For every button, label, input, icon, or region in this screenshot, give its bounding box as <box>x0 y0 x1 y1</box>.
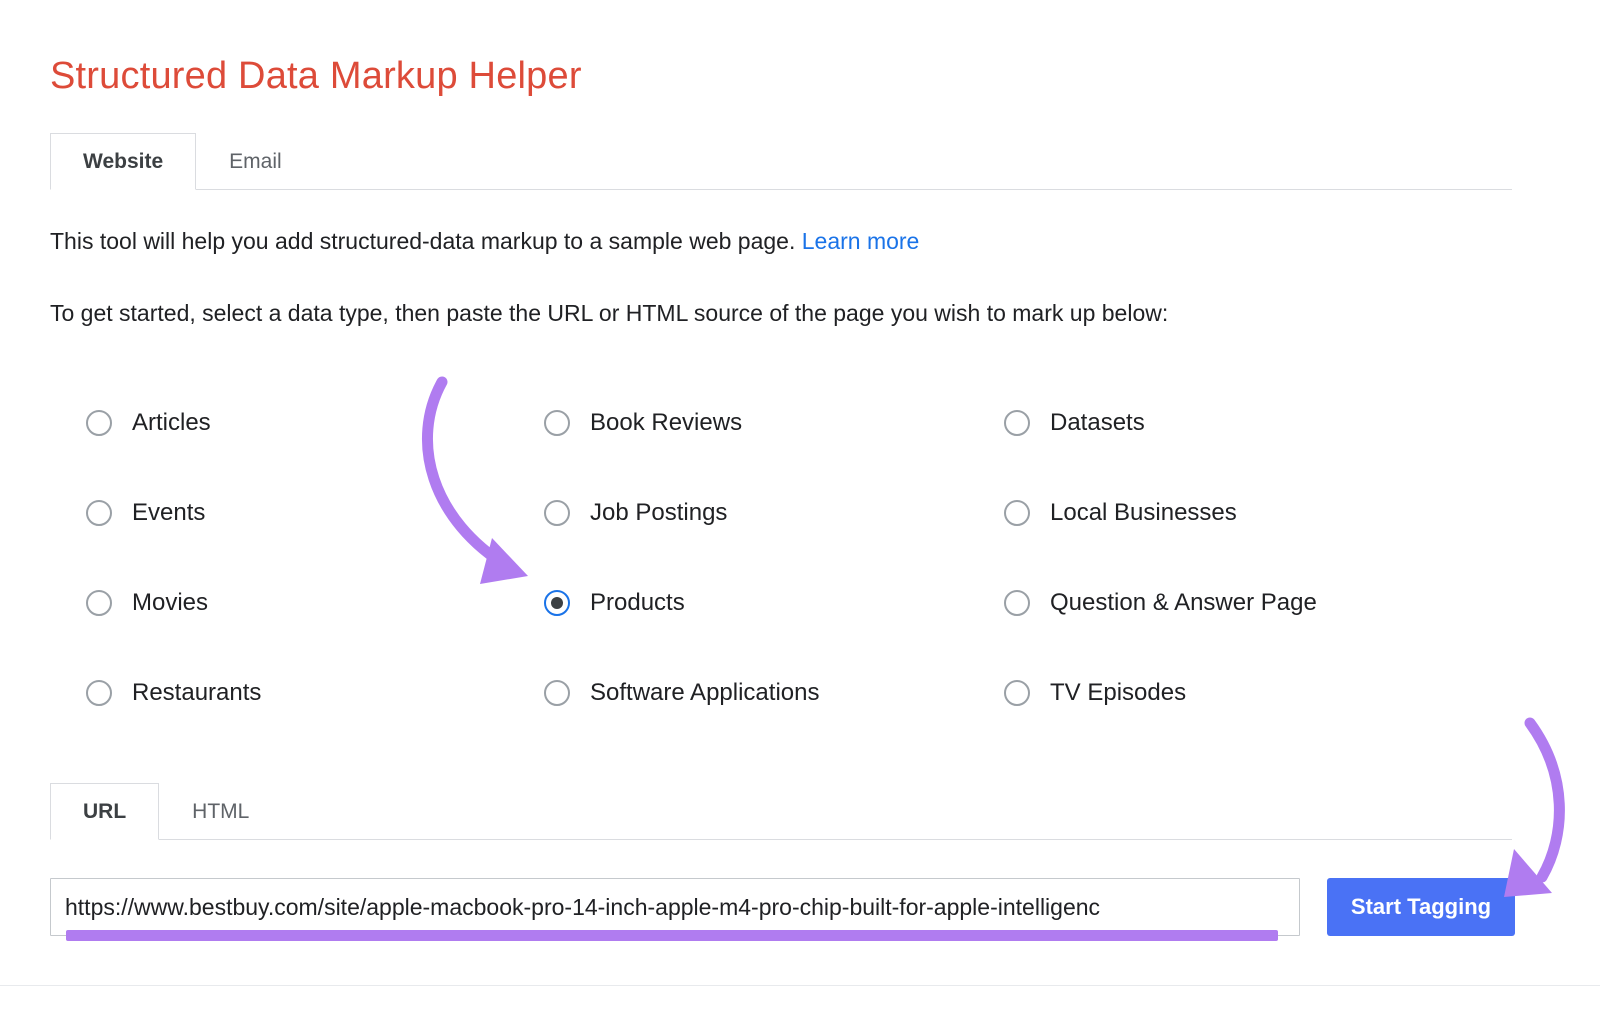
radio-question-answer-page[interactable] <box>1004 558 1317 648</box>
url-underline-annotation <box>66 930 1278 941</box>
learn-more-link[interactable]: Learn more <box>801 228 920 254</box>
radio-job-postings-label: Job Postings <box>590 499 728 526</box>
tab-url-label: URL <box>83 799 127 823</box>
radio-articles-label: Articles <box>132 409 211 436</box>
radio-software-applications-label: Software Applications <box>590 679 820 706</box>
tab-website-label: Website <box>83 149 164 173</box>
tab-url[interactable] <box>50 783 159 840</box>
data-type-column-3 <box>1004 378 1317 738</box>
radio-book-reviews[interactable] <box>544 378 819 468</box>
radio-tv-episodes[interactable] <box>1004 648 1317 738</box>
intro-line-1-text: This tool will help you add structured-data markup to a sample web page. <box>50 228 796 254</box>
bottom-divider <box>0 985 1600 986</box>
radio-circle-icon[interactable] <box>86 590 112 616</box>
start-tagging-button[interactable]: Start Tagging <box>1327 878 1515 936</box>
url-input[interactable] <box>50 878 1300 936</box>
radio-events-label: Events <box>132 499 206 526</box>
top-tab-bar <box>50 133 1512 190</box>
radio-question-answer-page-label: Question & Answer Page <box>1050 589 1317 616</box>
radio-book-reviews-label: Book Reviews <box>590 409 743 436</box>
intro-line-2: To get started, select a data type, then paste the URL or HTML source of the page you wish to mark up below: <box>50 300 1169 326</box>
radio-movies[interactable] <box>86 558 261 648</box>
radio-circle-icon[interactable] <box>544 680 570 706</box>
radio-circle-icon[interactable] <box>544 410 570 436</box>
radio-datasets-label: Datasets <box>1050 409 1145 436</box>
tab-website[interactable] <box>50 133 196 190</box>
radio-circle-icon[interactable] <box>1004 590 1030 616</box>
data-type-column-2 <box>544 378 819 738</box>
radio-restaurants[interactable] <box>86 648 261 738</box>
tab-email-label: Email <box>229 149 282 173</box>
radio-circle-icon[interactable] <box>86 680 112 706</box>
radio-circle-selected-icon[interactable] <box>544 590 570 616</box>
radio-movies-label: Movies <box>132 589 209 616</box>
radio-products[interactable] <box>544 558 819 648</box>
radio-circle-icon[interactable] <box>544 500 570 526</box>
radio-circle-icon[interactable] <box>86 500 112 526</box>
radio-circle-icon[interactable] <box>1004 680 1030 706</box>
radio-job-postings[interactable] <box>544 468 819 558</box>
tab-email[interactable] <box>196 133 315 189</box>
radio-circle-icon[interactable] <box>86 410 112 436</box>
radio-circle-icon[interactable] <box>1004 410 1030 436</box>
radio-events[interactable] <box>86 468 261 558</box>
tab-html-label: HTML <box>192 799 250 823</box>
radio-articles[interactable] <box>86 378 261 468</box>
radio-products-label: Products <box>590 589 685 616</box>
tab-html[interactable] <box>159 783 282 839</box>
radio-datasets[interactable] <box>1004 378 1317 468</box>
radio-software-applications[interactable] <box>544 648 819 738</box>
url-entry-row <box>50 878 1515 936</box>
source-tab-bar <box>50 783 1512 840</box>
intro-line-1 <box>50 228 919 255</box>
radio-restaurants-label: Restaurants <box>132 679 262 706</box>
page-title: Structured Data Markup Helper <box>50 55 582 98</box>
radio-tv-episodes-label: TV Episodes <box>1050 679 1187 706</box>
radio-local-businesses[interactable] <box>1004 468 1317 558</box>
radio-circle-icon[interactable] <box>1004 500 1030 526</box>
data-type-column-1 <box>86 378 261 738</box>
radio-local-businesses-label: Local Businesses <box>1050 499 1237 526</box>
